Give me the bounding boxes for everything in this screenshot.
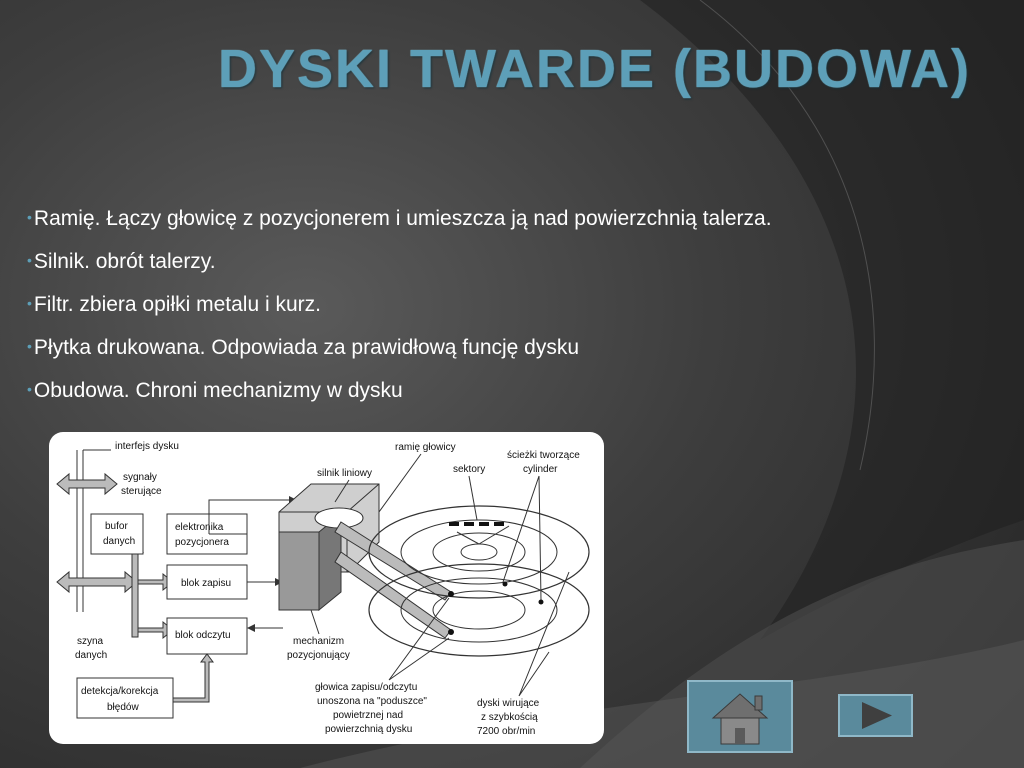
play-arrow-icon: [840, 696, 911, 735]
label-head: powierzchnią dysku: [325, 724, 413, 735]
label-mechanism: pozycjonujący: [287, 650, 350, 661]
label-signals: sygnały: [123, 472, 157, 483]
label-tracks: cylinder: [523, 464, 558, 475]
label-tracks: ścieżki tworzące: [507, 450, 580, 461]
label-ecc: detekcja/korekcja: [81, 686, 159, 697]
label-electronics: pozycjonera: [175, 537, 229, 548]
label-disks: dyski wirujące: [477, 698, 540, 709]
label-head-arm: ramię głowicy: [395, 442, 456, 453]
label-head: unoszona na "poduszce": [317, 696, 427, 707]
label-read-block: blok odczytu: [175, 630, 231, 641]
label-linear-motor: silnik liniowy: [317, 468, 373, 479]
bullet-dot-icon: •: [27, 252, 32, 268]
label-electronics: elektronika: [175, 522, 224, 533]
hard-disk-diagram: [49, 432, 604, 744]
label-bus: szyna: [77, 636, 104, 647]
bullet-dot-icon: •: [27, 338, 32, 354]
bullet-dot-icon: •: [27, 209, 32, 225]
bullet-list: [27, 202, 827, 417]
label-bus: danych: [75, 650, 108, 661]
label-interface: interfejs dysku: [115, 441, 179, 452]
next-slide-button[interactable]: [838, 694, 913, 737]
label-sectors: sektory: [453, 464, 486, 475]
slide-title: DYSKI TWARDE (BUDOWA): [218, 39, 971, 99]
label-head: głowica zapisu/odczytu: [315, 682, 418, 693]
label-signals: sterujące: [121, 486, 162, 497]
label-buffer: danych: [103, 536, 136, 547]
bullet-item: •Obudowa. Chroni mechanizmy w dysku: [27, 379, 403, 402]
home-icon: [689, 682, 791, 751]
bullet-dot-icon: •: [27, 295, 32, 311]
label-ecc: błędów: [107, 702, 139, 713]
home-button[interactable]: [687, 680, 793, 753]
bullet-dot-icon: •: [27, 381, 32, 397]
bullet-item: •Filtr. zbiera opiłki metalu i kurz.: [27, 293, 321, 316]
label-buffer: bufor: [105, 521, 128, 532]
bullet-item: •Silnik. obrót talerzy.: [27, 250, 216, 273]
label-head: powietrznej nad: [333, 710, 404, 721]
bullet-item: •Ramię. Łączy głowicę z pozycjonerem i umieszcza ją nad powierzchnią talerza.: [27, 207, 772, 230]
label-disks: z szybkością: [481, 712, 538, 723]
label-write-block: blok zapisu: [181, 578, 232, 589]
label-disks: 7200 obr/min: [477, 726, 536, 737]
bullet-item: •Płytka drukowana. Odpowiada za prawidłową funcję dysku: [27, 336, 580, 359]
label-mechanism: mechanizm: [293, 636, 345, 647]
